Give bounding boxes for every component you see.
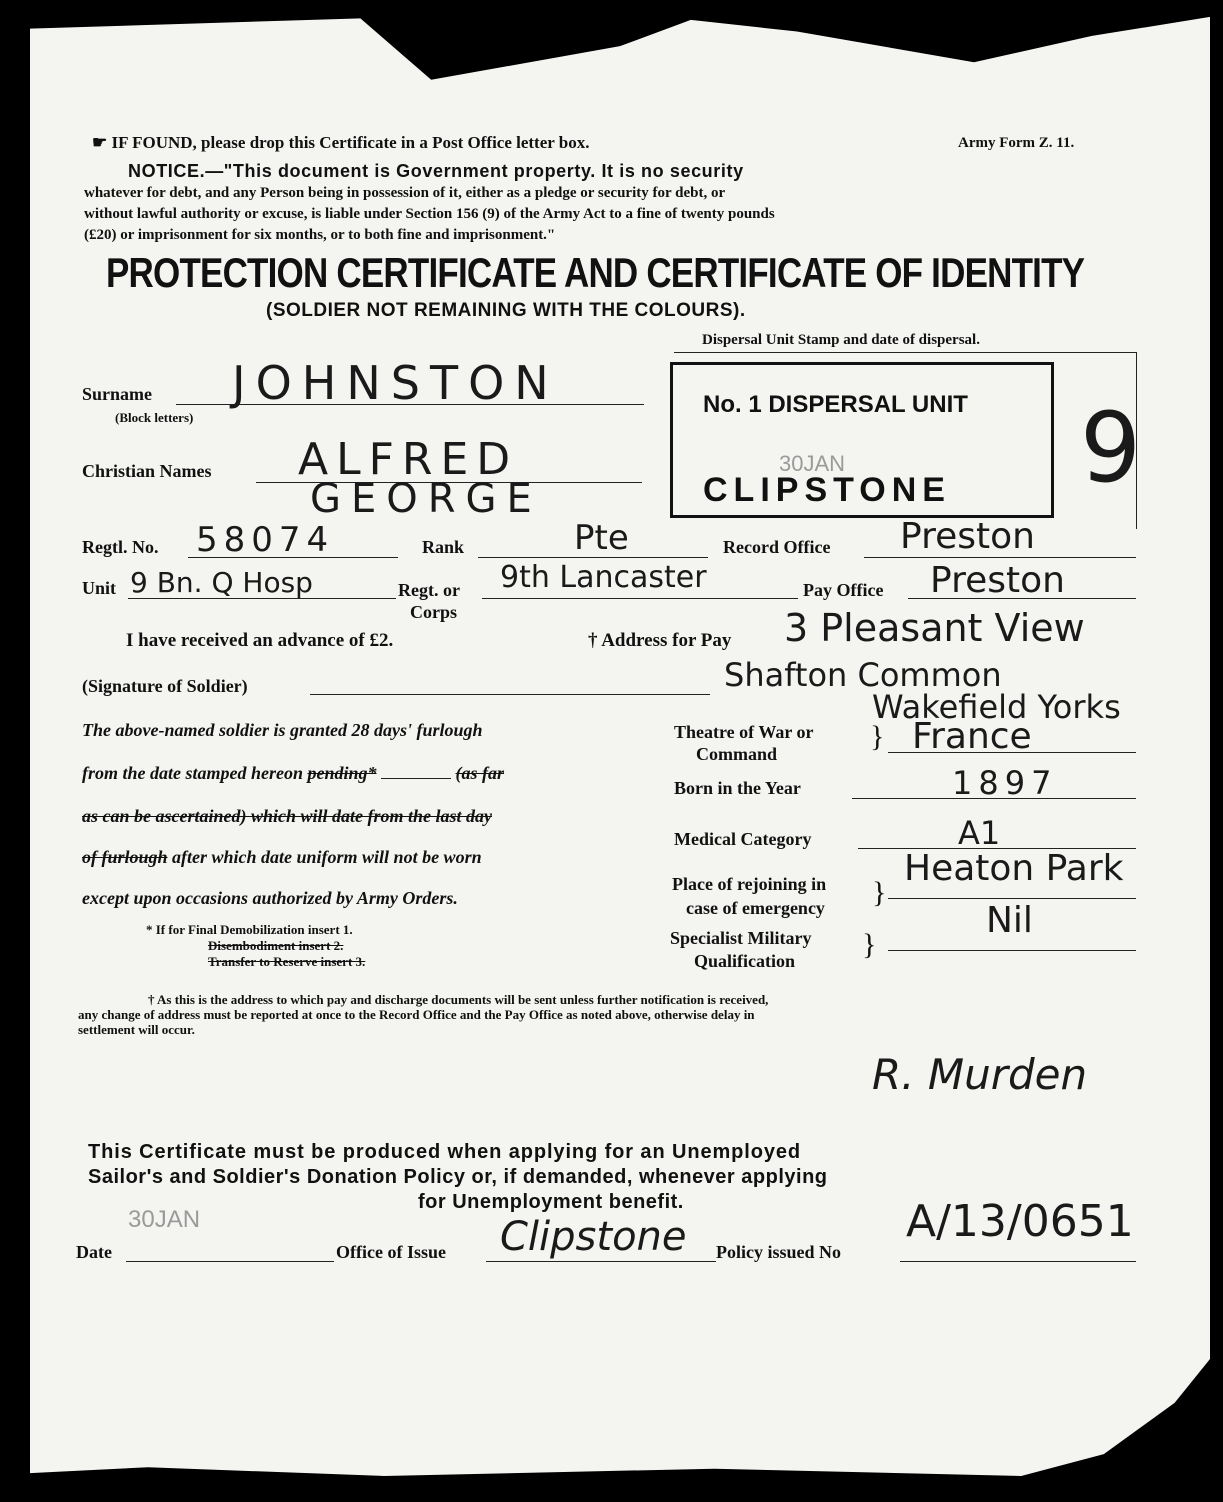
address-line-1: 3 Pleasant View bbox=[784, 606, 1085, 650]
date-stamp: 30JAN bbox=[128, 1206, 201, 1233]
furlough-line-5: except upon occasions authorized by Army Orders. bbox=[82, 888, 458, 908]
advance-text: I have received an advance of £2. bbox=[126, 630, 394, 651]
office-of-issue-label: Office of Issue bbox=[336, 1242, 446, 1262]
theatre-brace: } bbox=[870, 720, 885, 753]
pointing-hand-icon: ☛ bbox=[92, 133, 112, 152]
christian-names-label: Christian Names bbox=[82, 461, 212, 481]
furlough-blank bbox=[381, 778, 451, 779]
bottom-notice-line-2: Sailor's and Soldier's Donation Policy or, if demanded, whenever applying bbox=[88, 1166, 828, 1188]
regt-corps-label-1: Regt. or bbox=[398, 580, 460, 600]
record-office-value: Preston bbox=[900, 516, 1035, 557]
office-of-issue-line bbox=[486, 1261, 716, 1262]
regtl-no-label: Regtl. No. bbox=[82, 537, 159, 557]
footnote-line-3: settlement will occur. bbox=[78, 1022, 195, 1037]
rank-value: Pte bbox=[574, 518, 629, 558]
rejoin-brace: } bbox=[872, 876, 887, 909]
stamp-date: 30JAN bbox=[779, 451, 846, 476]
record-office-label: Record Office bbox=[723, 537, 831, 557]
furlough-pending: pending* bbox=[307, 763, 377, 783]
born-value: 1897 bbox=[952, 764, 1058, 802]
surname-value: JOHNSTON bbox=[232, 356, 559, 410]
surname-sublabel: (Block letters) bbox=[115, 410, 194, 425]
furlough-last-day: ) which will date from the last day bbox=[240, 806, 492, 826]
document-subtitle: (SOLDIER NOT REMAINING WITH THE COLOURS). bbox=[266, 300, 746, 321]
document-title: PROTECTION CERTIFICATE AND CERTIFICATE OF IDENTITY bbox=[106, 250, 1085, 297]
stamp-unit-text: No. 1 DISPERSAL UNIT bbox=[703, 391, 968, 418]
address-label: † Address for Pay bbox=[588, 630, 732, 651]
regtl-no-value: 58074 bbox=[196, 520, 335, 560]
policy-line bbox=[900, 1261, 1136, 1262]
rank-label: Rank bbox=[422, 537, 465, 557]
stamp-caption: Dispersal Unit Stamp and date of dispersal. bbox=[702, 332, 980, 348]
specialist-label-1: Specialist Military bbox=[670, 928, 812, 948]
notice-line-1: NOTICE.—"This document is Government property. It is no security bbox=[128, 161, 744, 181]
rejoin-label-2: case of emergency bbox=[686, 898, 825, 918]
furlough-footnote-2: Disembodiment insert 2. bbox=[208, 938, 344, 953]
furlough-uniform: after which date uniform will not be worn bbox=[167, 847, 482, 867]
furlough-text-date: from the date stamped hereon bbox=[82, 763, 303, 783]
unit-label: Unit bbox=[82, 578, 117, 598]
specialist-label-2: Qualification bbox=[694, 951, 796, 971]
furlough-footnote-1: * If for Final Demobilization insert 1. bbox=[146, 922, 353, 937]
record-office-line bbox=[864, 557, 1136, 558]
furlough-line-2 bbox=[82, 763, 504, 784]
furlough-as-far: (as far bbox=[455, 763, 505, 783]
furlough-line-4 bbox=[82, 847, 482, 868]
stamp-handwritten-mark: 9 bbox=[1080, 392, 1142, 504]
notice-line-4: (£20) or imprisonment for six months, or to both fine and imprisonment." bbox=[84, 227, 556, 243]
dispersal-stamp bbox=[670, 362, 1054, 518]
furlough-of-furlough: of furlough bbox=[82, 847, 168, 867]
stamp-location: CLIPSTONE bbox=[703, 471, 951, 509]
furlough-footnote-3: Transfer to Reserve insert 3. bbox=[208, 954, 366, 969]
medical-value: A1 bbox=[958, 814, 1001, 852]
theatre-value: France bbox=[912, 716, 1032, 757]
pay-office-label: Pay Office bbox=[803, 580, 884, 600]
officer-signature: R. Murden bbox=[872, 1050, 1088, 1099]
footnote-line-1: † As this is the address to which pay and discharge documents will be sent unless further notification is received, bbox=[148, 992, 769, 1007]
furlough-line-1: The above-named soldier is granted 28 days' furlough bbox=[82, 720, 483, 740]
christian-name-1: ALFRED bbox=[298, 434, 519, 485]
notice-line-2: whatever for debt, and any Person being in possession of it, either as a pledge or security for debt, or bbox=[84, 185, 726, 201]
footnote-line-2: any change of address must be reported at once to the Record Office and the Pay Office as noted above, otherwise delay in bbox=[78, 1007, 755, 1022]
regt-corps-line bbox=[482, 598, 798, 599]
date-line bbox=[126, 1261, 334, 1262]
date-label: Date bbox=[76, 1242, 112, 1262]
furlough-line-3 bbox=[82, 806, 492, 827]
address-line-3: Wakefield Yorks bbox=[872, 688, 1121, 726]
bottom-notice-line-3: for Unemployment benefit. bbox=[418, 1191, 684, 1213]
rejoin-line bbox=[888, 898, 1136, 899]
address-line-2: Shafton Common bbox=[724, 656, 1002, 694]
unit-value: 9 Bn. Q Hosp bbox=[130, 566, 313, 599]
signature-line bbox=[310, 694, 710, 695]
signature-label: (Signature of Soldier) bbox=[82, 676, 248, 696]
theatre-label-1: Theatre of War or bbox=[674, 722, 814, 742]
specialist-value: Nil bbox=[986, 900, 1033, 941]
specialist-brace: } bbox=[862, 928, 877, 961]
rejoin-label-1: Place of rejoining in bbox=[672, 874, 827, 894]
furlough-ascertained: as can be ascertained bbox=[82, 806, 241, 826]
pay-office-value: Preston bbox=[930, 560, 1065, 601]
notice-line-3: without lawful authority or excuse, is liable under Section 156 (9) of the Army Act to a fine of twenty pounds bbox=[84, 206, 775, 222]
policy-label: Policy issued No bbox=[716, 1242, 842, 1262]
policy-value: A/13/0651 bbox=[906, 1196, 1134, 1247]
surname-label: Surname bbox=[82, 384, 153, 404]
if-found-notice: ☛ IF FOUND, please drop this Certificate in a Post Office letter box. bbox=[92, 133, 590, 152]
medical-label: Medical Category bbox=[674, 829, 812, 849]
office-of-issue-value: Clipstone bbox=[500, 1214, 687, 1260]
regt-corps-label-2: Corps bbox=[410, 602, 458, 622]
form-number: Army Form Z. 11. bbox=[958, 135, 1075, 151]
christian-name-2: GEORGE bbox=[310, 476, 542, 522]
theatre-label-2: Command bbox=[696, 744, 778, 764]
born-label: Born in the Year bbox=[674, 778, 801, 798]
bottom-notice-line-1: This Certificate must be produced when applying for an Unemployed bbox=[88, 1141, 802, 1163]
rejoin-value: Heaton Park bbox=[904, 848, 1124, 889]
regt-corps-value: 9th Lancaster bbox=[500, 560, 707, 595]
specialist-line bbox=[888, 950, 1136, 951]
